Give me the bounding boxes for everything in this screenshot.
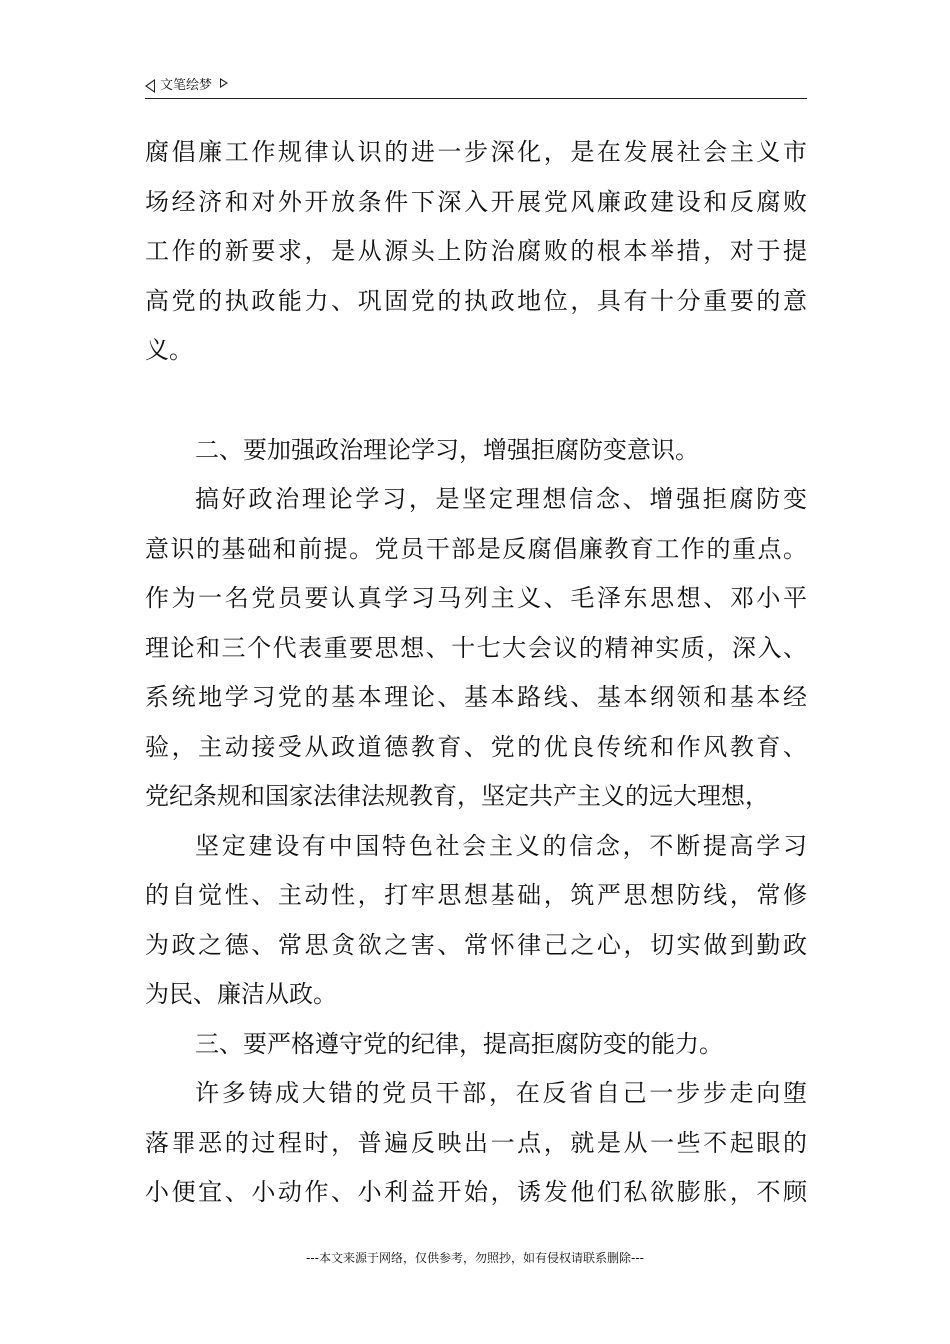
text-line: 搞好政治理论学习，是坚定理想信念、增强拒腐防变 <box>195 485 807 513</box>
section-heading-2: 二、要加强政治理论学习，增强拒腐防变意识。 <box>195 435 699 464</box>
text-line: 高党的执政能力、巩固党的执政地位，具有十分重要的意 <box>145 286 807 315</box>
text-line: 许多铸成大错的党员干部，在反省自己一步步走向堕 <box>195 1079 807 1107</box>
triangle-right-icon <box>220 78 228 88</box>
text-line: 验，主动接受从政道德教育、党的优良传统和作风教育、 <box>145 732 807 761</box>
text-line: 落罪恶的过程时，普遍反映出一点，就是从一些不起眼的 <box>145 1128 807 1157</box>
text-line: 系统地学习党的基本理论、基本路线、基本纲领和基本经 <box>145 683 807 711</box>
text-line: 场经济和对外开放条件下深入开展党风廉政建设和反腐败 <box>145 187 807 216</box>
text-line: 坚定建设有中国特色社会主义的信念，不断提高学习 <box>195 831 807 860</box>
text-line: 理论和三个代表重要思想、十七大会议的精神实质，深入、 <box>145 633 807 662</box>
paragraph-3 <box>145 822 807 1020</box>
text-line: 义。 <box>145 336 193 364</box>
text-line: 为政之德、常思贪欲之害、常怀律己之心，切实做到勤政 <box>145 930 807 959</box>
paragraph-4 <box>145 1069 807 1218</box>
section-heading-3: 三、要严格遵守党的纪律，提高拒腐防变的能力。 <box>195 1029 723 1058</box>
text-line: 的自觉性、主动性，打牢思想基础，筑严思想防线，常修 <box>145 881 807 909</box>
text-line: 作为一名党员要认真学习马列主义、毛泽东思想、邓小平 <box>145 584 807 612</box>
text-line: 工作的新要求，是从源头上防治腐败的根本举措，对于提 <box>145 237 807 265</box>
footer-notice: ---本文来源于网络，仅供参考，勿照抄，如有侵权请联系删除--- <box>306 1251 644 1265</box>
paragraph-1 <box>145 128 807 376</box>
text-line: 为民、廉洁从政。 <box>145 980 337 1008</box>
text-line: 党纪条规和国家法律法规教育，坚定共产主义的远大理想， <box>145 782 769 810</box>
text-line: 腐倡廉工作规律认识的进一步深化，是在发展社会主义市 <box>145 138 807 166</box>
text-line: 小便宜、小动作、小利益开始，诱发他们私欲膨胀，不顾 <box>145 1178 807 1206</box>
paragraph-2 <box>145 475 807 822</box>
page-header <box>145 74 807 99</box>
paragraph-gap <box>145 376 807 426</box>
header-title: 文笔绘梦 <box>160 78 213 93</box>
text-line: 意识的基础和前提。党员干部是反腐倡廉教育工作的重点。 <box>145 534 807 563</box>
document-body <box>145 128 807 1218</box>
triangle-left-icon <box>145 79 155 93</box>
